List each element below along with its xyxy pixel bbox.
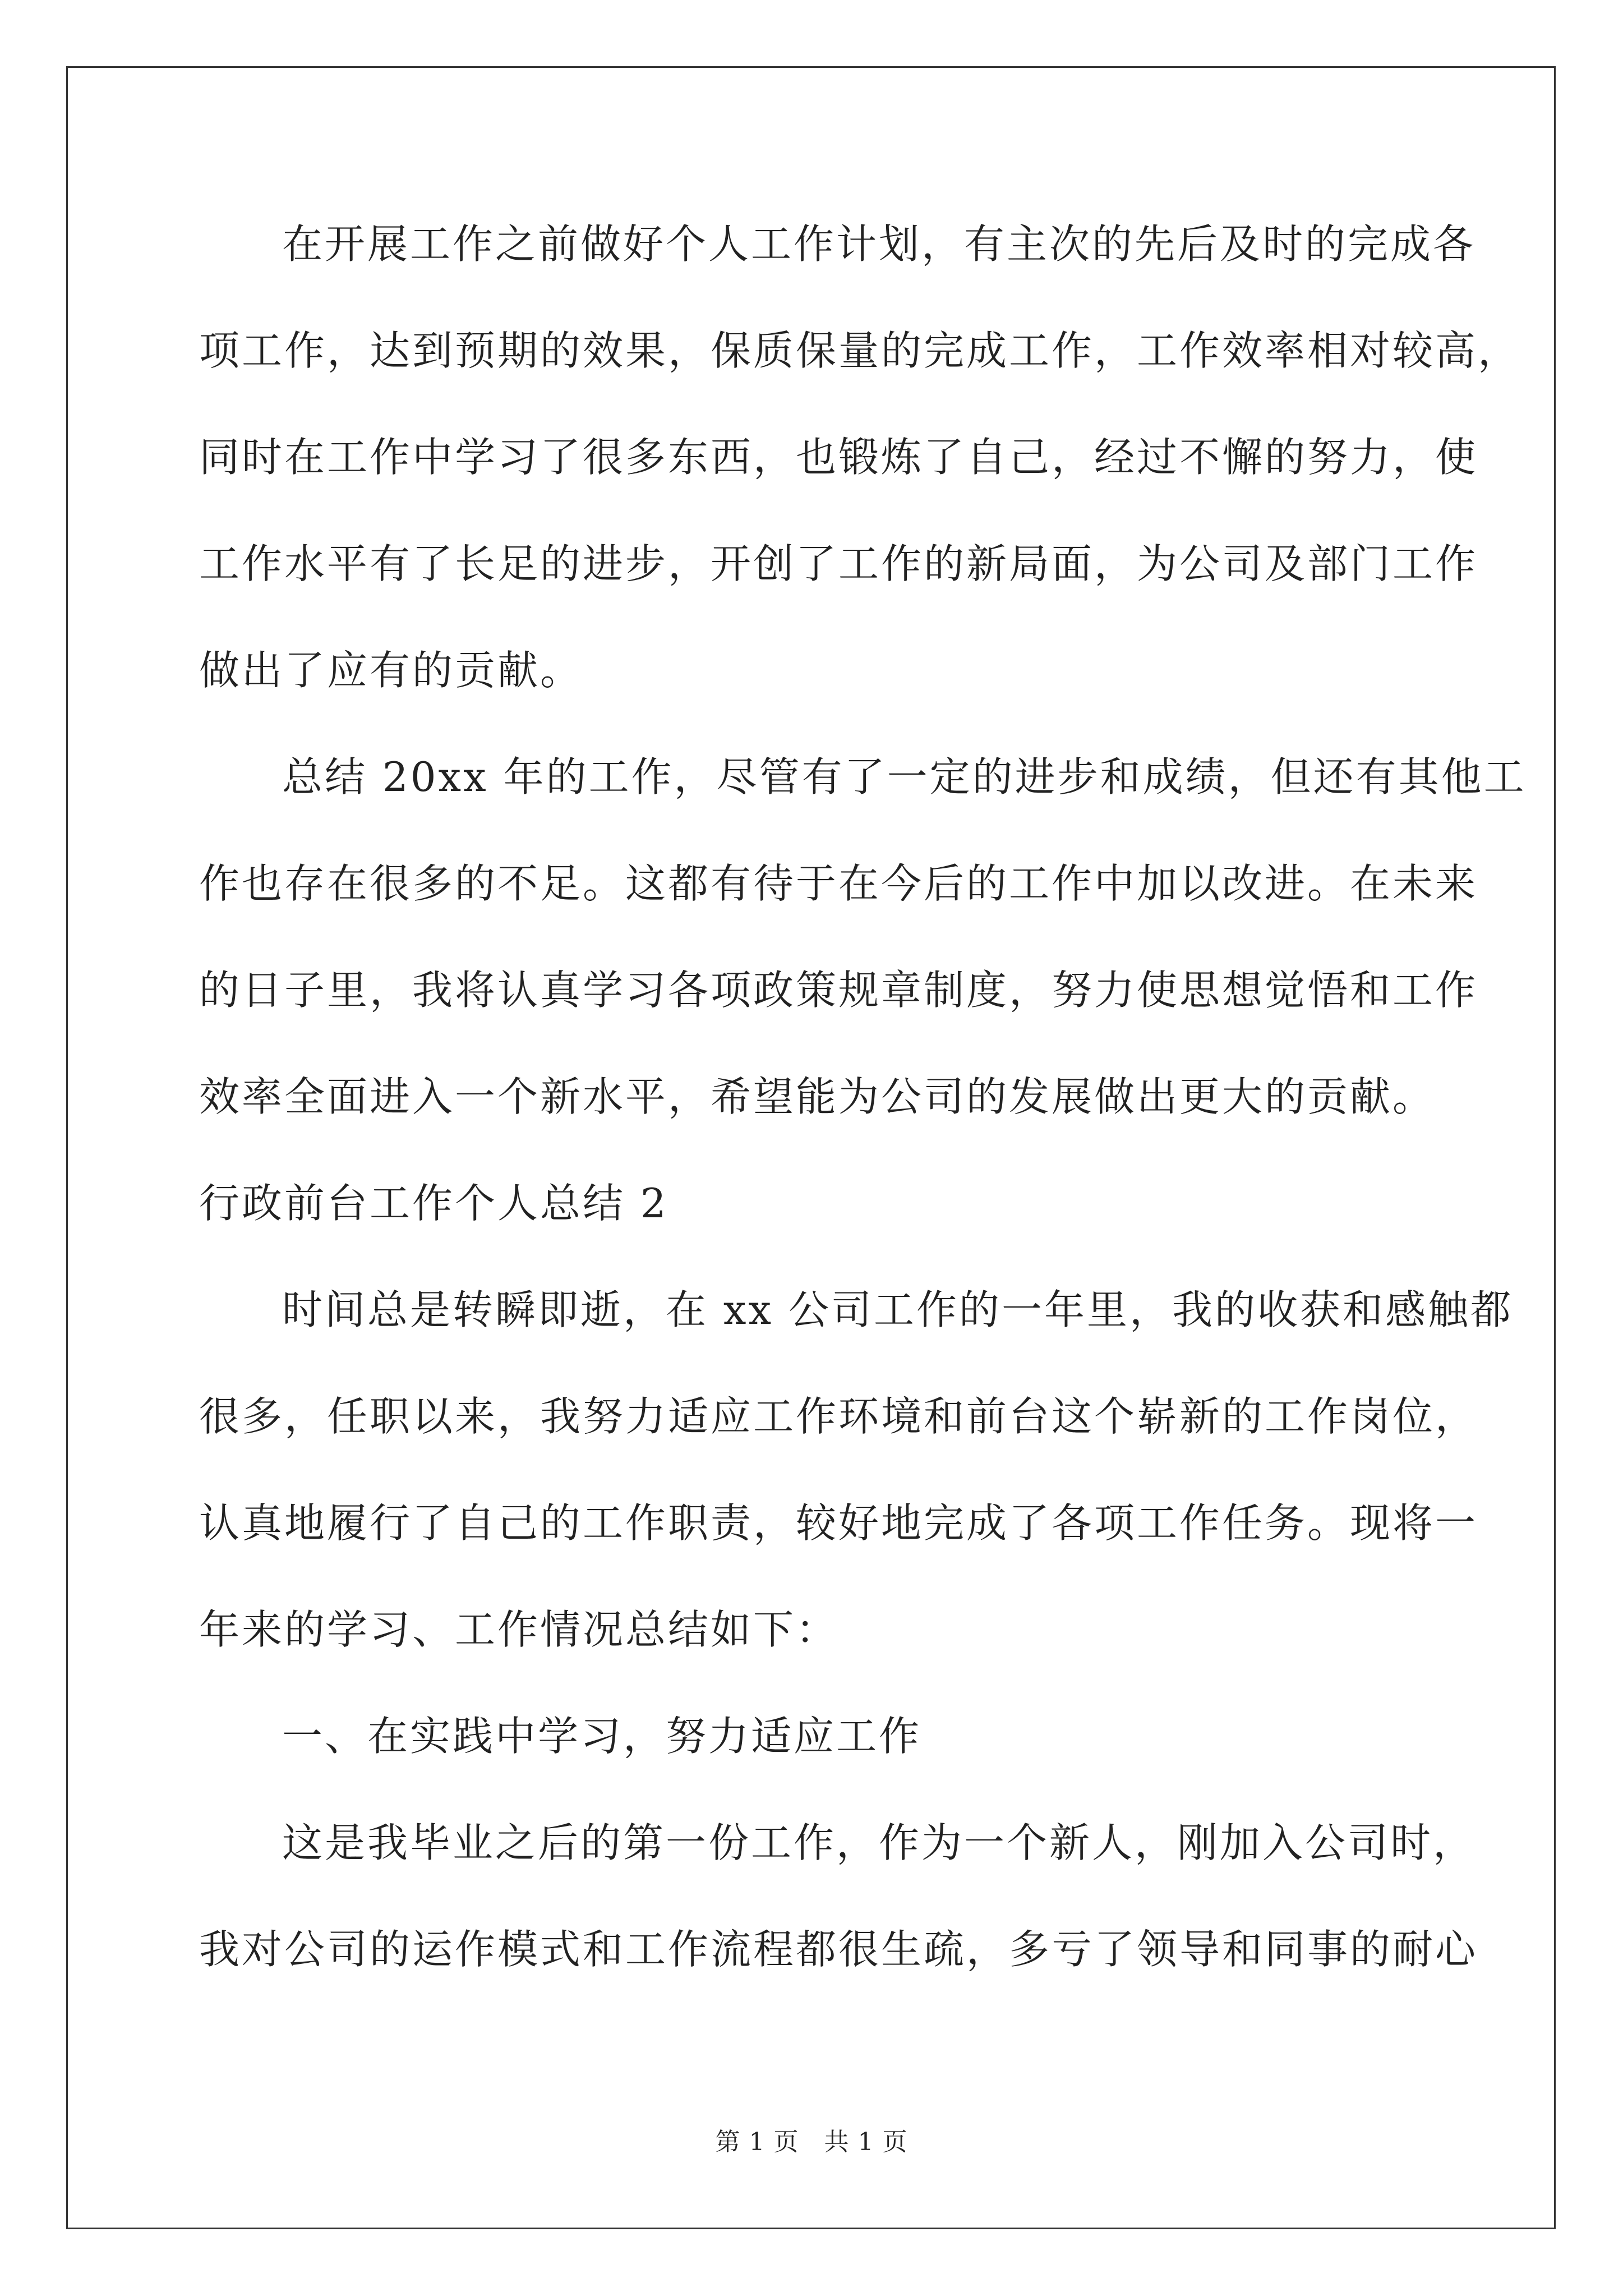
paragraph-line: 作也存在很多的不足。这都有待于在今后的工作中加以改进。在未来	[199, 860, 1478, 907]
paragraph-line: 认真地履行了自己的工作职责，较好地完成了各项工作任务。现将一	[199, 1499, 1478, 1547]
paragraph-line: 时间总是转瞬即逝，在 xx 公司工作的一年里，我的收获和感触都	[282, 1286, 1513, 1333]
paragraph-line: 很多，任职以来，我努力适应工作环境和前台这个崭新的工作岗位，	[199, 1393, 1478, 1440]
paragraph-line: 效率全面进入一个新水平，希望能为公司的发展做出更大的贡献。	[199, 1073, 1436, 1120]
subsection-heading: 一、在实践中学习，努力适应工作	[282, 1713, 922, 1760]
paragraph-line: 总结 20xx 年的工作，尽管有了一定的进步和成绩，但还有其他工	[282, 753, 1527, 800]
paragraph-line: 做出了应有的贡献。	[199, 647, 583, 694]
section-heading: 行政前台工作个人总结 2	[199, 1180, 668, 1227]
paragraph-line: 的日子里，我将认真学习各项政策规章制度，努力使思想觉悟和工作	[199, 967, 1478, 1014]
paragraph-line: 在开展工作之前做好个人工作计划，有主次的先后及时的完成各	[282, 220, 1476, 268]
paragraph-line: 我对公司的运作模式和工作流程都很生疏，多亏了领导和同事的耐心	[199, 1926, 1478, 1973]
paragraph-line: 同时在工作中学习了很多东西，也锻炼了自己，经过不懈的努力，使	[199, 434, 1478, 481]
page-footer: 第 1 页 共 1 页	[715, 2128, 908, 2156]
document-body	[199, 220, 1527, 2033]
paragraph-line: 工作水平有了长足的进步，开创了工作的新局面，为公司及部门工作	[199, 540, 1478, 587]
paragraph-line: 年来的学习、工作情况总结如下：	[199, 1606, 839, 1653]
paragraph-line: 项工作，达到预期的效果，保质保量的完成工作，工作效率相对较高，	[199, 327, 1521, 374]
paragraph-line: 这是我毕业之后的第一份工作，作为一个新人，刚加入公司时，	[282, 1819, 1476, 1866]
